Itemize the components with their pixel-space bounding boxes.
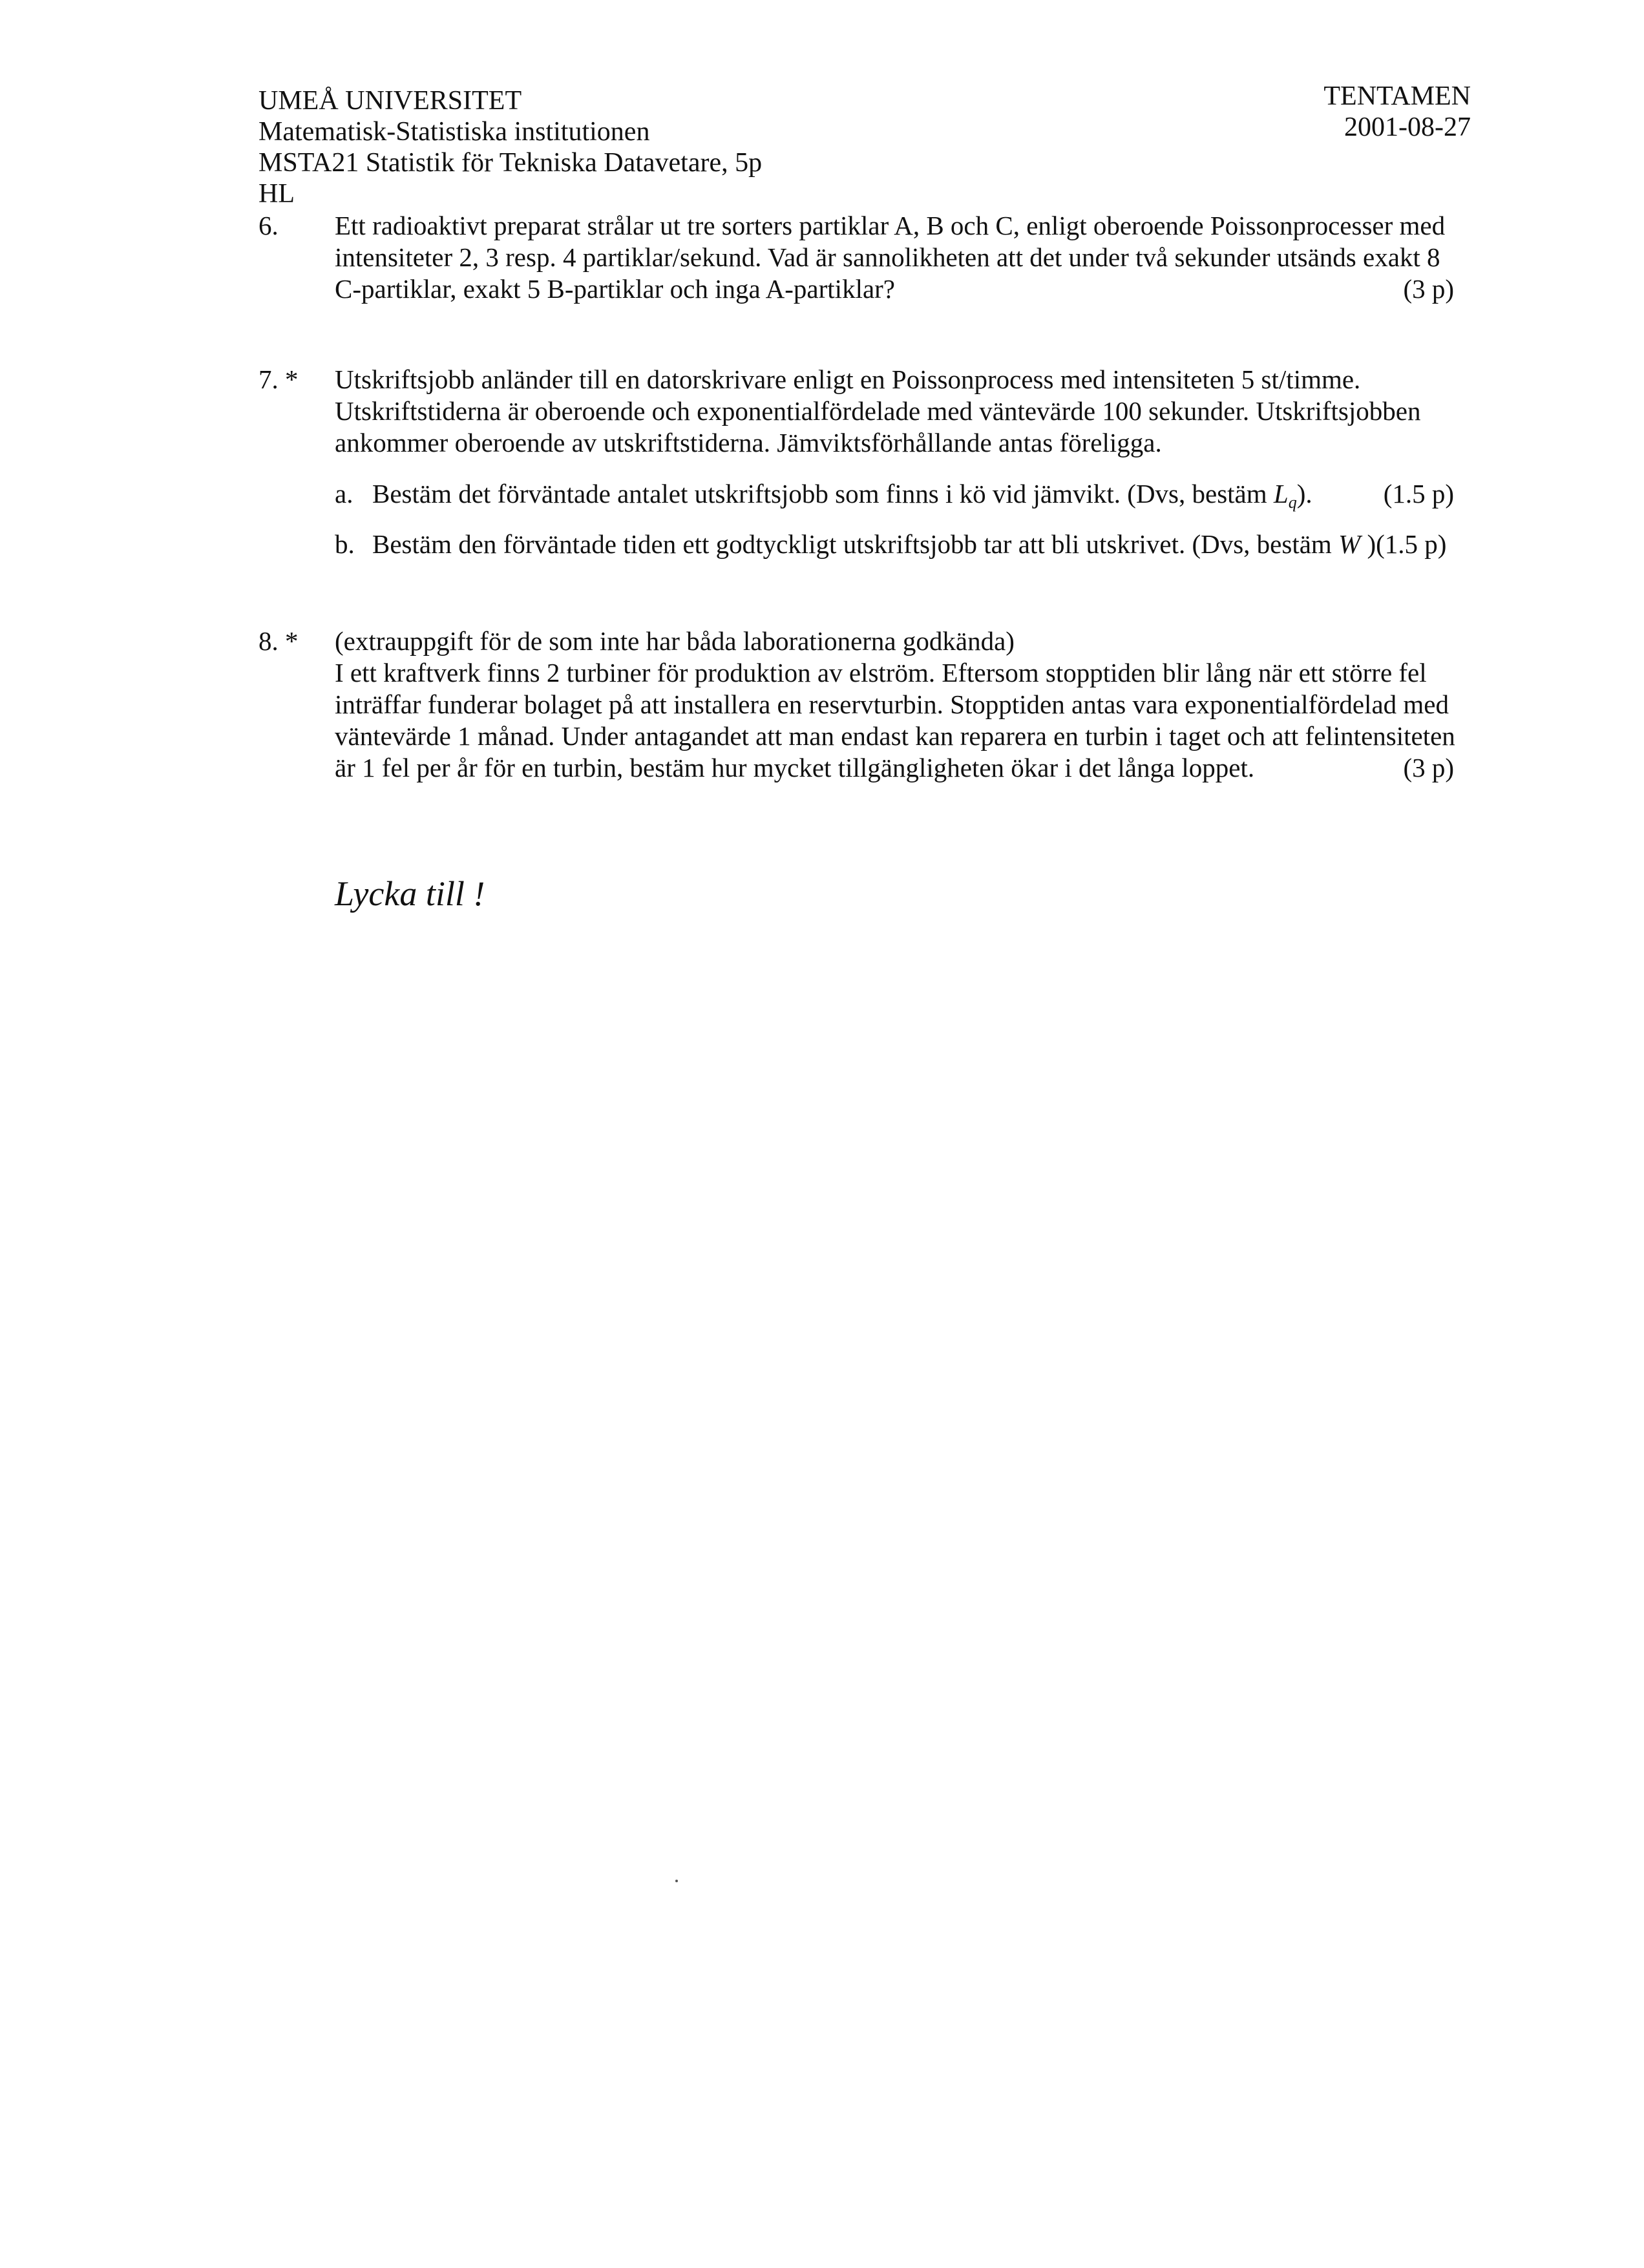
subproblem-text: Bestäm det förväntade antalet utskriftsjobb som finns i kö vid jämvikt. (Dvs, bestäm: [372, 479, 1267, 509]
problem-number: 8. *: [258, 626, 299, 656]
problem-text: [335, 625, 1473, 784]
problem-line: Ett radioaktivt preparat strålar ut tre sorters partiklar A, B och C, enligt oberoende Poissonprocesser med: [335, 211, 1446, 240]
problem-line: är 1 fel per år för en turbin, bestäm hur mycket tillgängligheten ökar i det långa loppet.: [335, 753, 1255, 782]
problem-7: [258, 364, 1473, 560]
university-name: UMEÅ UNIVERSITET: [258, 86, 522, 116]
subproblem-letter: a.: [335, 479, 353, 509]
scan-speck: [675, 1880, 678, 1882]
math-symbol-lq: [1273, 479, 1297, 512]
closing-greeting: Lycka till !: [335, 874, 485, 913]
department-name: Matematisk-Statistiska institutionen: [258, 117, 650, 147]
subproblem-b: [335, 529, 1473, 560]
problem-number: 7. *: [258, 364, 299, 394]
author-initials: HL: [258, 179, 295, 209]
problem-text: [335, 210, 1473, 305]
math-symbol: L: [1273, 479, 1289, 509]
course-name: MSTA21 Statistik för Tekniska Datavetare, 5p: [258, 148, 763, 178]
header-right: [1323, 81, 1471, 143]
math-subscript: q: [1288, 493, 1297, 512]
document-type: TENTAMEN: [1323, 81, 1471, 111]
problem-points: (3 p): [1403, 274, 1454, 304]
problem-line: inträffar funderar bolaget på att installera en reservturbin. Stopptiden antas vara exponentialfördelad med: [335, 689, 1449, 719]
problem-line-with-points: [335, 752, 1473, 784]
subproblem-a: [335, 478, 1473, 518]
math-symbol: W: [1338, 529, 1361, 559]
header-left: [258, 85, 762, 209]
exam-date: 2001-08-27: [1344, 112, 1471, 142]
problem-text: [335, 364, 1473, 560]
problem-line: intensiteter 2, 3 resp. 4 partiklar/sekund. Vad är sannolikheten att det under två sekunder utsänds exakt 8: [335, 242, 1440, 272]
problem-points: (3 p): [1403, 753, 1454, 782]
problem-line: Utskriftsjobb anländer till en datorskrivare enligt en Poissonprocess med intensiteten 5 st/timme.: [335, 364, 1361, 394]
subproblem-text-end: )(1.5 p): [1367, 529, 1447, 559]
problem-6: [258, 210, 1473, 305]
subproblem-text: Bestäm den förväntade tiden ett godtyckligt utskriftsjobb tar att bli utskrivet. (Dvs, bestäm: [372, 529, 1332, 559]
problem-number: 6.: [258, 211, 279, 240]
subproblem-letter: b.: [335, 529, 355, 559]
problem-line-with-points: [335, 273, 1473, 305]
problem-line: ankommer oberoende av utskriftstiderna. Jämviktsförhållande antas föreligga.: [335, 428, 1162, 457]
subproblem-points: (1.5 p): [1383, 479, 1454, 509]
problem-line: väntevärde 1 månad. Under antagandet att man endast kan reparera en turbin i taget och att felintensiteten: [335, 721, 1455, 751]
problem-8: [258, 625, 1473, 784]
problem-line: Utskriftstiderna är oberoende och exponentialfördelade med väntevärde 100 sekunder. Utskriftsjobben: [335, 396, 1421, 426]
subproblem-text-end: ).: [1296, 479, 1312, 509]
problem-line: (extrauppgift för de som inte har båda laborationerna godkända): [335, 626, 1015, 656]
problem-line: I ett kraftverk finns 2 turbiner för produktion av elström. Eftersom stopptiden blir lång när ett större fel: [335, 658, 1427, 688]
problem-line: C-partiklar, exakt 5 B-partiklar och inga A-partiklar?: [335, 274, 896, 304]
